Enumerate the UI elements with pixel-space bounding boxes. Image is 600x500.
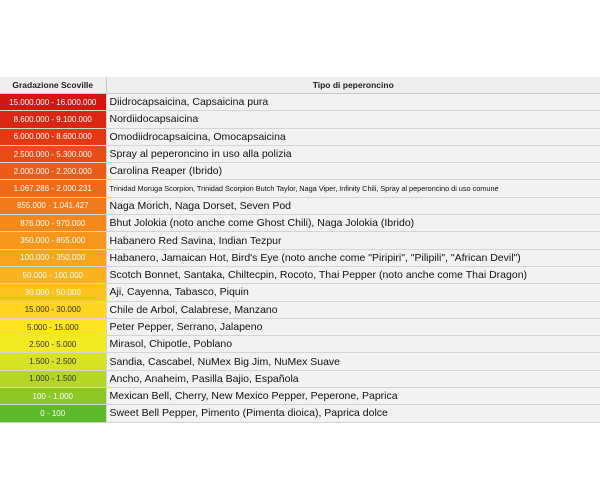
pepper-type-cell: Chile de Arbol, Calabrese, Manzano [106,301,600,318]
pepper-type-cell: Diidrocapsaicina, Capsaicina pura [106,94,600,111]
scoville-range-cell: 855.000 - 1.041.427 [0,197,106,214]
scoville-table [0,77,600,423]
pepper-type-cell: Carolina Reaper (Ibrido) [106,163,600,180]
pepper-type-cell: Habanero Red Savina, Indian Tezpur [106,232,600,249]
scoville-range-cell: 5.000 - 15.000 [0,318,106,335]
table-row [0,388,600,405]
scoville-range-cell: 1.500 - 2.500 [0,353,106,370]
table-row [0,301,600,318]
table-row [0,284,600,301]
pepper-type-cell: Sandia, Cascabel, NuMex Big Jim, NuMex Suave [106,353,600,370]
header-range: Gradazione Scoville [0,77,106,94]
scoville-range-cell: 6.000.000 - 8.600.000 [0,128,106,145]
scoville-range-cell: 2.500 - 5.000 [0,336,106,353]
scoville-range-cell: 100.000 - 350.000 [0,249,106,266]
table-row [0,232,600,249]
scoville-range-cell: 1.067.286 - 2.000.231 [0,180,106,197]
scoville-range-cell: 0 - 100 [0,405,106,422]
scoville-range-cell: 2.500.000 - 5.300.000 [0,145,106,162]
table-row [0,266,600,283]
table-row [0,163,600,180]
pepper-type-cell: Scotch Bonnet, Santaka, Chiltecpin, Rocoto, Thai Pepper (noto anche come Thai Dragon) [106,266,600,283]
table-row [0,111,600,128]
pepper-type-cell: Spray al peperoncino in uso alla polizia [106,145,600,162]
scoville-range-cell: 15.000.000 - 16.000.000 [0,94,106,111]
pepper-type-cell: Ancho, Anaheim, Pasilla Bajio, Española [106,370,600,387]
pepper-type-cell: Habanero, Jamaican Hot, Bird's Eye (noto anche come "Piripiri", "Pilipili", "African Devil") [106,249,600,266]
scoville-range-cell: 30.000 - 50.000 [0,284,106,301]
pepper-type-cell: Peter Pepper, Serrano, Jalapeno [106,318,600,335]
table-row [0,180,600,197]
scoville-range-cell: 8.600.000 - 9.100.000 [0,111,106,128]
table-row [0,336,600,353]
table-row [0,128,600,145]
scoville-range-cell: 15.000 - 30.000 [0,301,106,318]
pepper-type-cell: Bhut Jolokia (noto anche come Ghost Chili), Naga Jolokia (Ibrido) [106,215,600,232]
table-row [0,318,600,335]
header-type: Tipo di peperoncino [106,77,600,94]
table-row [0,197,600,214]
table-row [0,405,600,422]
table-row [0,370,600,387]
header-row [0,77,600,94]
scoville-range-cell: 350.000 - 855.000 [0,232,106,249]
pepper-type-cell: Aji, Cayenna, Tabasco, Piquin [106,284,600,301]
table-row [0,215,600,232]
pepper-type-cell: Sweet Bell Pepper, Pimento (Pimenta dioica), Paprica dolce [106,405,600,422]
scoville-range-cell: 100 - 1.000 [0,388,106,405]
pepper-type-cell: Nordiidocapsaicina [106,111,600,128]
table-body [0,94,600,423]
scoville-range-cell: 50.000 - 100.000 [0,266,106,283]
scoville-range-cell: 2.000.000 - 2.200.000 [0,163,106,180]
pepper-type-cell: Naga Morich, Naga Dorset, Seven Pod [106,197,600,214]
table-row [0,353,600,370]
pepper-type-cell: Mirasol, Chipotle, Poblano [106,336,600,353]
scoville-range-cell: 876.000 - 970.000 [0,215,106,232]
scoville-range-cell: 1.000 - 1.500 [0,370,106,387]
table-row [0,94,600,111]
table-row [0,249,600,266]
pepper-type-cell: Omodiidrocapsaicina, Omocapsaicina [106,128,600,145]
pepper-type-cell: Mexican Bell, Cherry, New Mexico Pepper, Peperone, Paprica [106,388,600,405]
pepper-type-cell: Trinidad Moruga Scorpion, Trinidad Scorpion Butch Taylor, Naga Viper, Infinity Chili, Spray al peperoncino di uso comune [106,180,600,197]
table-row [0,145,600,162]
